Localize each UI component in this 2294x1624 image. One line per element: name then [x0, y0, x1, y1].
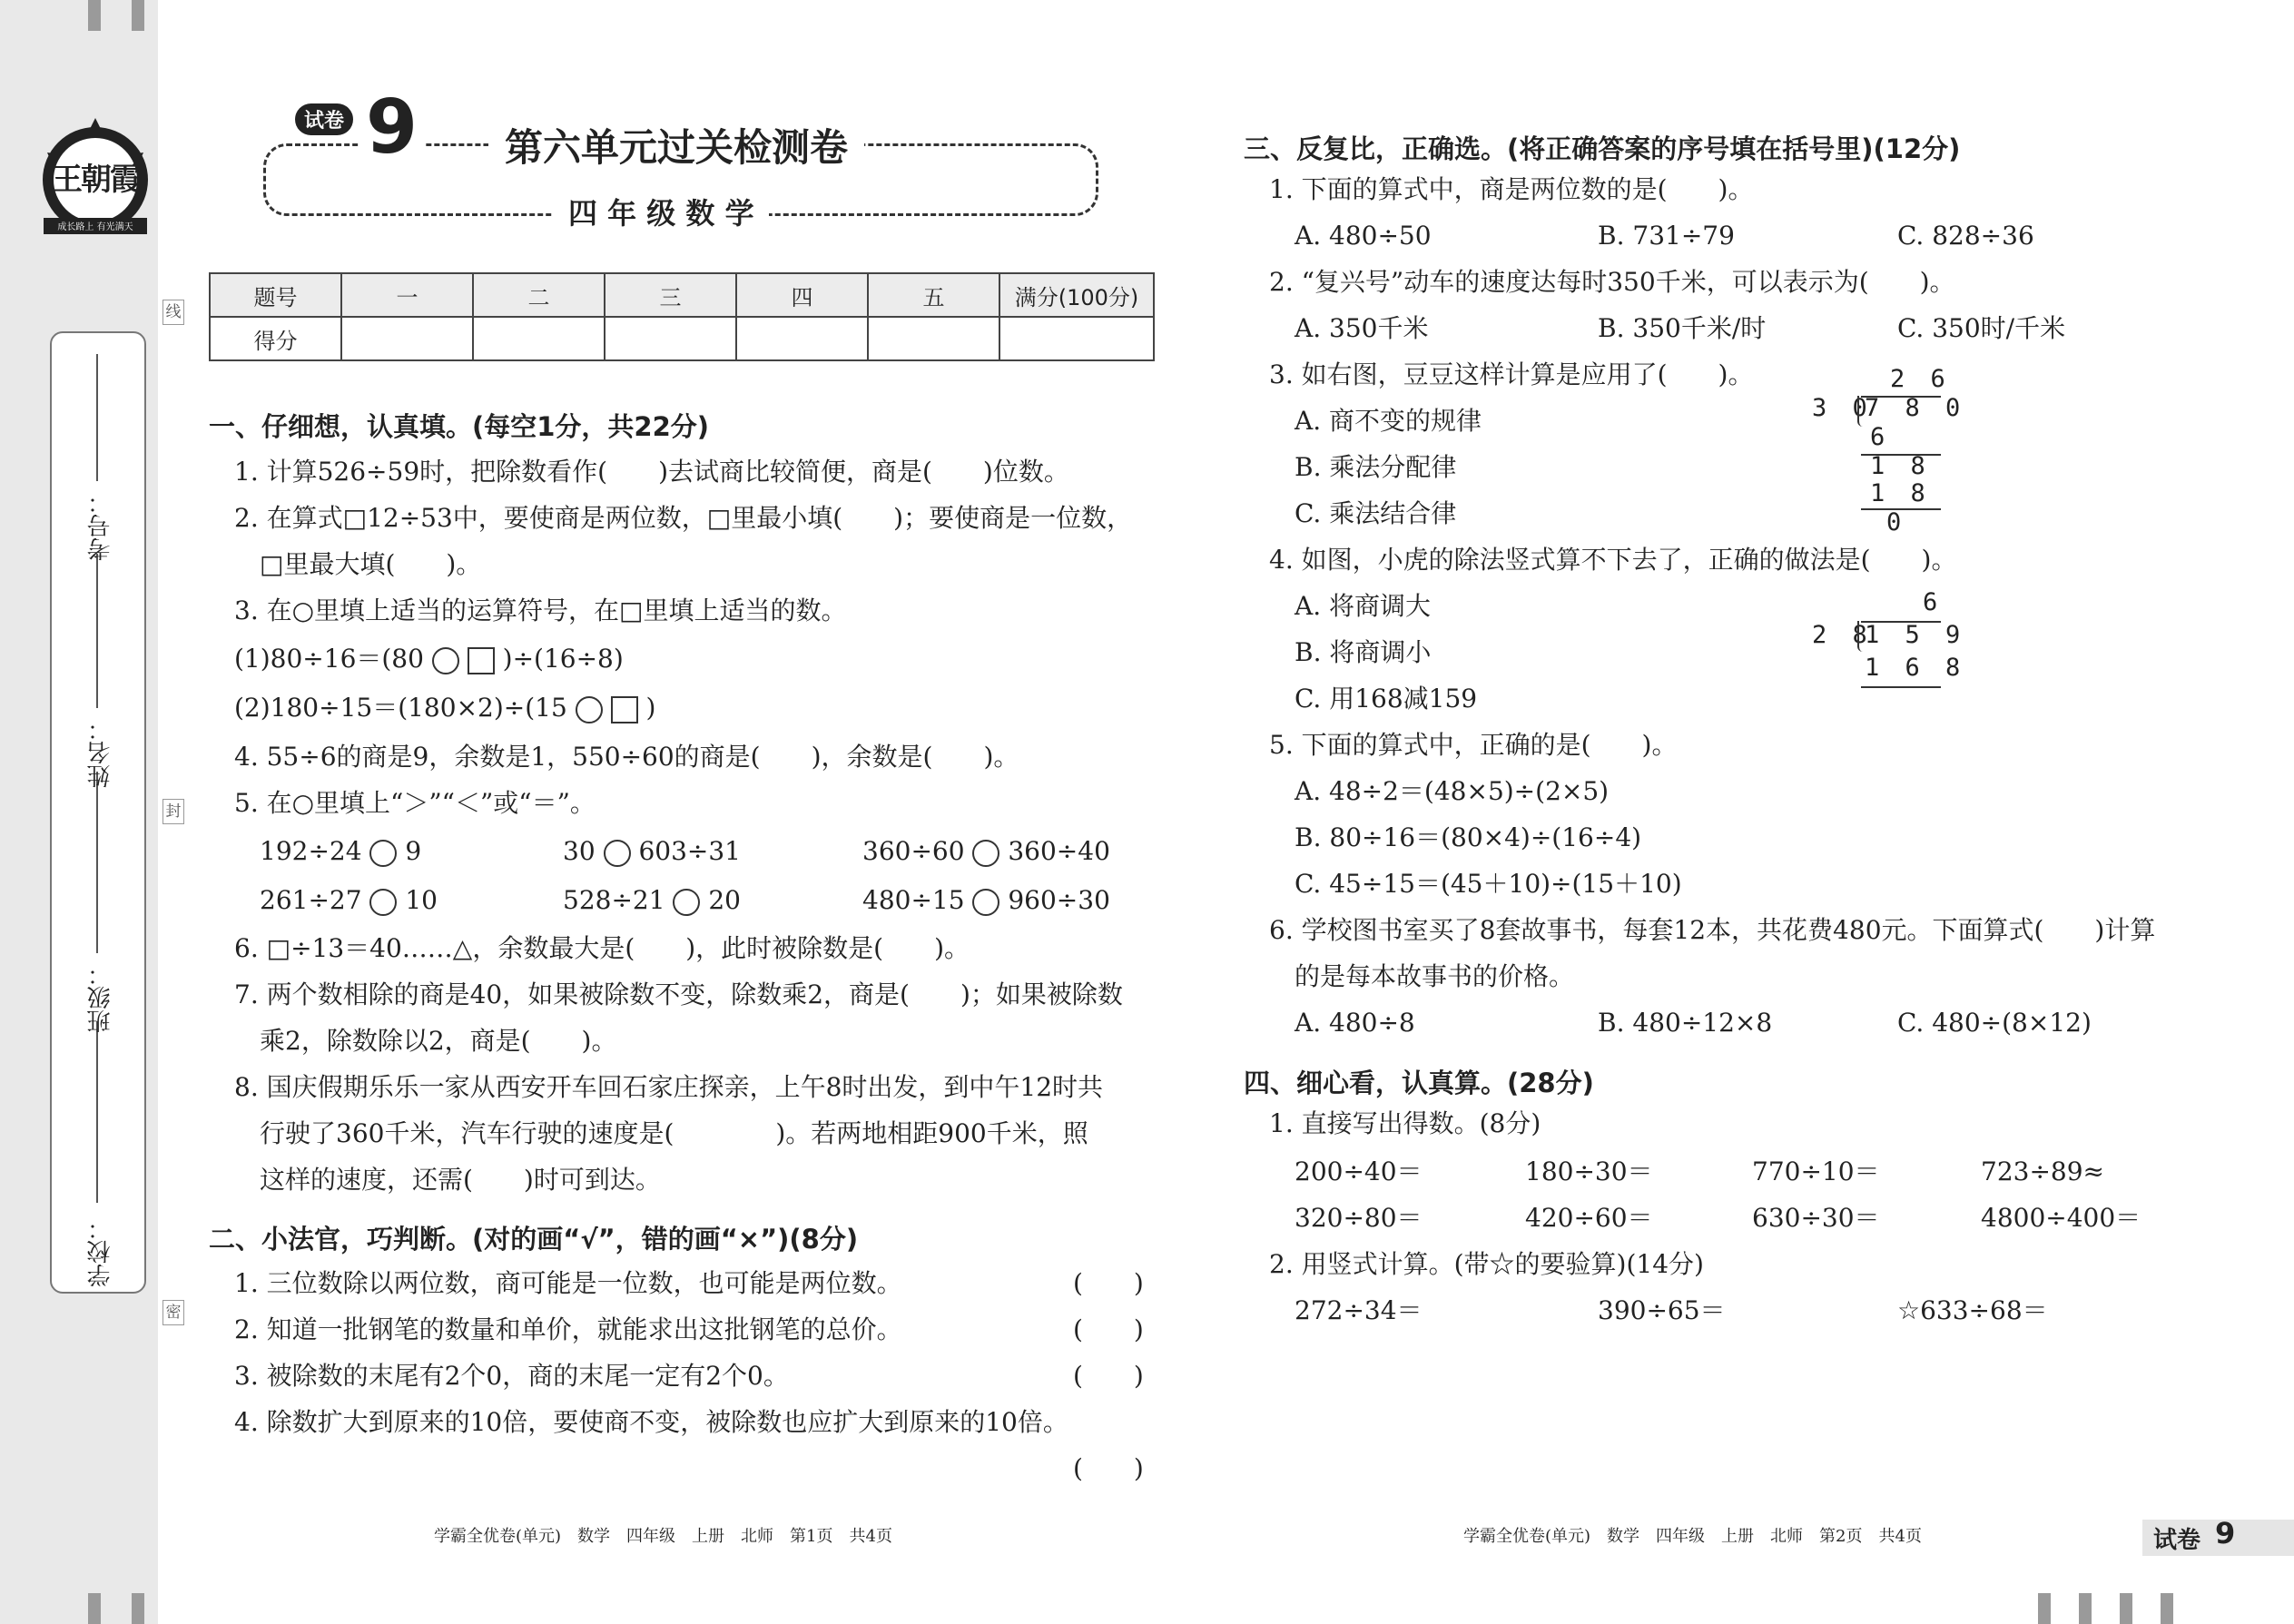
logo-text: 王朝霞 [52, 162, 139, 198]
compare-right: 9 [405, 836, 422, 866]
paper-badge: 试卷 [295, 103, 353, 135]
exam-no-line [96, 354, 98, 481]
option[interactable]: A. 将商调大 [1295, 591, 1432, 621]
score-cell[interactable] [341, 317, 473, 360]
ld-bracket [1857, 396, 1866, 427]
compare-item [563, 836, 741, 867]
option[interactable]: A. 350千米 [1295, 313, 1429, 343]
vertical-calc: 272÷34＝ [1295, 1295, 1423, 1325]
option[interactable]: B. 将商调小 [1295, 637, 1432, 667]
compare-item [260, 836, 421, 867]
ld-step: 6 [1870, 423, 1891, 451]
registration-mark [2120, 1593, 2132, 1624]
section2-heading: 二、小法官，巧判断。(对的画“√”，错的画“×”)(8分) [209, 1224, 859, 1255]
seal-mark-secret: 密 [162, 1300, 184, 1325]
option[interactable]: C. 乘法结合律 [1295, 498, 1457, 528]
compare-item [862, 885, 1110, 916]
option[interactable]: B. 80÷16＝(80×4)÷(16÷4) [1295, 822, 1642, 852]
compare-left: 261÷27 [260, 885, 362, 915]
oral-calc: 320÷80＝ [1295, 1203, 1423, 1233]
judge-bracket[interactable]: ( ) [1073, 1268, 1144, 1298]
s3-q4: 4. 如图，小虎的除法竖式算不下去了，正确的做法是( )。 [1269, 545, 1957, 575]
compare-left: 528÷21 [563, 885, 665, 915]
s2-q1: 1. 三位数除以两位数，商可能是一位数，也可能是两位数。 [234, 1268, 902, 1298]
s1-q1: 1. 计算526÷59时，把除数看作( )去试商比较简便，商是( )位数。 [234, 457, 1069, 487]
compare-left: 360÷60 [862, 836, 965, 866]
s1-q3-1-right: )÷(16÷8) [502, 644, 624, 674]
s1-q3-1-left: (1)80÷16＝(80 [234, 644, 424, 674]
s3-q1: 1. 下面的算式中，商是两位数的是( )。 [1269, 174, 1754, 204]
footer-right: 学霸全优卷(单元) 数学 四年级 上册 北师 第2页 共4页 [1463, 1527, 1922, 1546]
name-label: 姓名： [87, 717, 114, 788]
option[interactable]: B. 350千米/时 [1598, 313, 1767, 343]
score-header-cell: 二 [473, 273, 605, 317]
answer-circle[interactable] [576, 696, 603, 723]
s1-q2b: □里最大填( )。 [260, 549, 482, 579]
ld-step: 1 8 [1870, 452, 1931, 480]
paper-number: 9 [359, 91, 425, 165]
oral-calc: 200÷40＝ [1295, 1156, 1423, 1186]
compare-left: 480÷15 [862, 885, 965, 915]
answer-circle[interactable] [972, 840, 999, 867]
ld-remainder: 0 [1886, 508, 1907, 536]
logo-subtext: 成长路上 有光满天 [57, 222, 133, 232]
ld-dividend: 1 5 9 [1865, 621, 1966, 649]
paper-tag-label: 试卷 [2153, 1527, 2201, 1554]
s1-q3-2 [234, 693, 655, 723]
compare-left: 30 [563, 836, 596, 866]
s1-q4: 4. 55÷6的商是9，余数是1，550÷60的商是( )，余数是( )。 [234, 742, 1019, 772]
section3-heading: 三、反复比，正确选。(将正确答案的序号填在括号里)(12分) [1244, 133, 1961, 164]
section4-heading: 四、细心看，认真算。(28分) [1244, 1068, 1594, 1098]
option[interactable]: A. 商不变的规律 [1295, 406, 1482, 436]
answer-circle[interactable] [673, 889, 700, 916]
compare-item [260, 885, 438, 916]
ld-product: 1 6 8 [1865, 654, 1966, 682]
judge-bracket[interactable]: ( ) [1073, 1314, 1144, 1344]
name-line [96, 554, 98, 708]
s2-q2: 2. 知道一批钢笔的数量和单价，就能求出这批钢笔的总价。 [234, 1314, 902, 1344]
answer-box[interactable] [611, 696, 638, 723]
page-subtitle: 四 年 级 数 学 [554, 191, 769, 232]
compare-right: 960÷30 [1008, 885, 1110, 915]
class-label: 班级： [87, 962, 114, 1033]
registration-mark [88, 0, 101, 31]
paper-tag-number: 9 [2215, 1516, 2236, 1550]
compare-right: 360÷40 [1008, 836, 1110, 866]
s2-q3: 3. 被除数的末尾有2个0，商的末尾一定有2个0。 [234, 1361, 789, 1391]
s1-q3-1 [234, 644, 624, 674]
registration-mark [2161, 1593, 2173, 1624]
compare-left: 192÷24 [260, 836, 362, 866]
vertical-calc: ☆633÷68＝ [1897, 1295, 2048, 1325]
score-header-cell: 四 [736, 273, 868, 317]
s1-q8b: 行驶了360千米，汽车行驶的速度是( )。若两地相距900千米，照 [260, 1118, 1088, 1148]
footer-left: 学霸全优卷(单元) 数学 四年级 上册 北师 第1页 共4页 [434, 1527, 892, 1546]
option[interactable]: A. 48÷2＝(48×5)÷(2×5) [1295, 776, 1610, 806]
score-header-cell: 满分(100分) [999, 273, 1154, 317]
judge-bracket[interactable]: ( ) [1073, 1361, 1144, 1391]
s1-q3-2-right: ) [645, 693, 656, 723]
s1-q2a: 2. 在算式□12÷53中，要使商是两位数，□里最小填( )；要使商是一位数， [234, 503, 1133, 533]
score-header-cell: 题号 [210, 273, 341, 317]
school-line [96, 1021, 98, 1203]
vertical-calc: 390÷65＝ [1598, 1295, 1726, 1325]
option[interactable]: C. 用168减159 [1295, 684, 1478, 714]
score-cell[interactable] [868, 317, 999, 360]
compare-right: 10 [405, 885, 438, 915]
s1-q5: 5. 在○里填上“＞”“＜”或“＝”。 [234, 788, 596, 818]
s1-q6: 6. □÷13＝40……△，余数最大是( )，此时被除数是( )。 [234, 933, 970, 963]
ld-divisor: 3 0 [1812, 394, 1873, 422]
option[interactable]: A. 480÷50 [1295, 221, 1432, 251]
score-header-cell: 一 [341, 273, 473, 317]
registration-mark [88, 1593, 101, 1624]
long-division-figure-2 [1807, 588, 1966, 697]
s4-q2: 2. 用竖式计算。(带☆的要验算)(14分) [1269, 1249, 1704, 1279]
oral-calc: 723÷89≈ [1981, 1156, 2104, 1186]
answer-box[interactable] [468, 647, 495, 674]
answer-circle[interactable] [972, 889, 999, 916]
page-title: 第六单元过关检测卷 [488, 118, 864, 172]
judge-bracket[interactable]: ( ) [1073, 1453, 1144, 1483]
score-header-cell: 三 [605, 273, 736, 317]
answer-circle[interactable] [369, 840, 397, 867]
option[interactable]: B. 乘法分配律 [1295, 452, 1457, 482]
compare-right: 20 [708, 885, 741, 915]
s1-q7a: 7. 两个数相除的商是40，如果被除数不变，除数乘2，商是( )；如果被除数 [234, 979, 1123, 1009]
ld-dividend: 7 8 0 [1865, 394, 1966, 422]
answer-circle[interactable] [369, 889, 397, 916]
option[interactable]: A. 480÷8 [1295, 1008, 1415, 1038]
exam-no-label: 考号： [87, 490, 114, 561]
s4-q1: 1. 直接写出得数。(8分) [1269, 1108, 1541, 1138]
registration-mark [2038, 1593, 2051, 1624]
option[interactable]: B. 731÷79 [1598, 221, 1735, 251]
answer-circle[interactable] [432, 647, 459, 674]
compare-item [862, 836, 1110, 867]
ld-quotient: 6 [1923, 588, 1944, 616]
compare-item [563, 885, 741, 916]
s3-q6b: 的是每本故事书的价格。 [1295, 961, 1575, 991]
s1-q7b: 乘2，除数除以2，商是( )。 [260, 1026, 617, 1056]
seal-mark-line: 线 [162, 300, 184, 325]
score-row-label: 得分 [210, 317, 341, 360]
score-cell[interactable] [999, 317, 1154, 360]
oral-calc: 180÷30＝ [1525, 1156, 1653, 1186]
option[interactable]: C. 45÷15＝(45＋10)÷(15＋10) [1295, 869, 1682, 899]
option[interactable]: C. 480÷(8×12) [1897, 1008, 2092, 1038]
option[interactable]: C. 350时/千米 [1897, 313, 2066, 343]
s3-q5: 5. 下面的算式中，正确的是( )。 [1269, 730, 1678, 760]
registration-mark [2079, 1593, 2092, 1624]
s1-q8a: 8. 国庆假期乐乐一家从西安开车回石家庄探亲，上午8时出发，到中午12时共 [234, 1072, 1104, 1102]
score-cell[interactable] [736, 317, 868, 360]
score-table [209, 272, 1155, 361]
section1-heading: 一、仔细想，认真填。(每空1分，共22分) [209, 411, 710, 442]
oral-calc: 4800÷400＝ [1981, 1203, 2141, 1233]
ld-quotient: 2 6 [1890, 365, 1951, 393]
option[interactable]: C. 828÷36 [1897, 221, 2034, 251]
s1-q3-2-left: (2)180÷15＝(180×2)÷(15 [234, 693, 567, 723]
oral-calc: 770÷10＝ [1752, 1156, 1880, 1186]
registration-mark [132, 0, 144, 31]
ld-divisor: 2 8 [1812, 621, 1873, 649]
registration-mark [132, 1593, 144, 1624]
long-division-figure-1 [1807, 363, 1966, 536]
ld-step: 1 8 [1870, 479, 1931, 507]
score-cell[interactable] [473, 317, 605, 360]
s2-q4: 4. 除数扩大到原来的10倍，要使商不变，被除数也应扩大到原来的10倍。 [234, 1407, 1068, 1437]
s3-q2: 2. “复兴号”动车的速度达每时350千米，可以表示为( )。 [1269, 267, 1955, 297]
s3-q3: 3. 如右图，豆豆这样计算是应用了( )。 [1269, 359, 1754, 389]
oral-calc: 630÷30＝ [1752, 1203, 1880, 1233]
oral-calc: 420÷60＝ [1525, 1203, 1653, 1233]
answer-circle[interactable] [604, 840, 631, 867]
score-header-cell: 五 [868, 273, 999, 317]
s1-q8c: 这样的速度，还需( )时可到达。 [260, 1165, 661, 1195]
seal-mark-seal: 封 [162, 799, 184, 824]
school-label: 学校： [87, 1216, 114, 1287]
compare-right: 603÷31 [638, 836, 741, 866]
option[interactable]: B. 480÷12×8 [1598, 1008, 1773, 1038]
ld-rule [1861, 686, 1941, 688]
score-cell[interactable] [605, 317, 736, 360]
class-line [96, 772, 98, 953]
s3-q6a: 6. 学校图书室买了8套故事书，每套12本，共花费480元。下面算式( )计算 [1269, 915, 2156, 945]
student-info-frame [50, 331, 146, 1294]
s1-q3: 3. 在○里填上适当的运算符号，在□里填上适当的数。 [234, 595, 847, 625]
